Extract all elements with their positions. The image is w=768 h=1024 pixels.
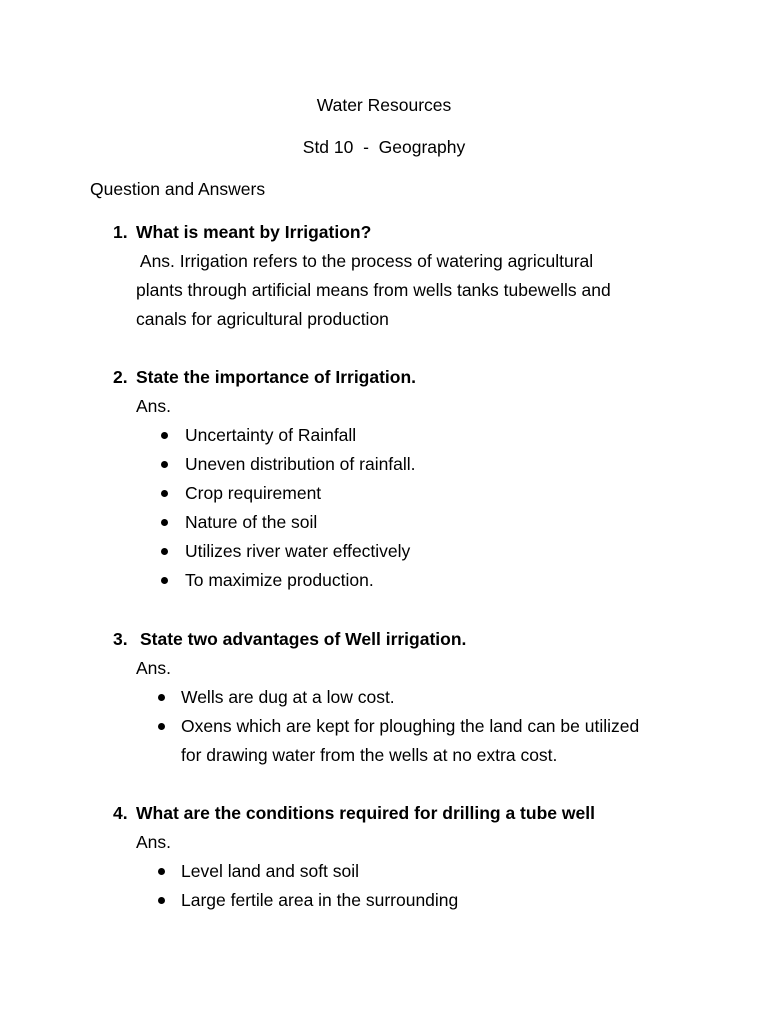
bullet-icon bbox=[158, 868, 165, 875]
list-item: Wells are dug at a low cost. bbox=[181, 687, 395, 707]
list-item: To maximize production. bbox=[185, 570, 374, 590]
list-item: Large fertile area in the surrounding bbox=[181, 890, 459, 910]
question-text: State two advantages of Well irrigation. bbox=[140, 629, 467, 649]
question-text: What is meant by Irrigation? bbox=[136, 222, 372, 242]
question-number: 1. bbox=[113, 222, 128, 242]
question-number: 2. bbox=[113, 367, 128, 387]
list-item: Uncertainty of Rainfall bbox=[185, 425, 357, 445]
question-number: 3. bbox=[113, 629, 128, 649]
question-text: State the importance of Irrigation. bbox=[136, 367, 417, 387]
answer-label: Ans. bbox=[136, 658, 172, 678]
bullet-icon bbox=[161, 548, 168, 555]
question-number: 4. bbox=[113, 803, 128, 823]
answer-line: canals for agricultural production bbox=[136, 309, 389, 329]
document-subtitle: Std 10 - Geography bbox=[302, 137, 466, 157]
answer-label: Ans. bbox=[136, 832, 172, 852]
section-heading: Question and Answers bbox=[90, 179, 266, 199]
list-item: Utilizes river water effectively bbox=[185, 541, 411, 561]
bullet-icon bbox=[158, 694, 165, 701]
bullet-icon bbox=[161, 461, 168, 468]
list-item: Oxens which are kept for ploughing the land can be utilized bbox=[181, 716, 640, 736]
list-item-continuation: for drawing water from the wells at no extra cost. bbox=[181, 745, 558, 765]
answer-line: plants through artificial means from wells tanks tubewells and bbox=[136, 280, 611, 300]
bullet-icon bbox=[161, 432, 168, 439]
document-title: Water Resources bbox=[316, 95, 452, 115]
answer-line: Ans. Irrigation refers to the process of watering agricultural bbox=[136, 251, 594, 271]
list-item: Crop requirement bbox=[185, 483, 322, 503]
bullet-icon bbox=[161, 490, 168, 497]
bullet-icon bbox=[158, 897, 165, 904]
bullet-icon bbox=[161, 577, 168, 584]
list-item: Level land and soft soil bbox=[181, 861, 360, 881]
question-text: What are the conditions required for drilling a tube well bbox=[136, 803, 595, 823]
bullet-icon bbox=[161, 519, 168, 526]
answer-label: Ans. bbox=[136, 396, 172, 416]
list-item: Nature of the soil bbox=[185, 512, 318, 532]
bullet-icon bbox=[158, 723, 165, 730]
list-item: Uneven distribution of rainfall. bbox=[185, 454, 416, 474]
